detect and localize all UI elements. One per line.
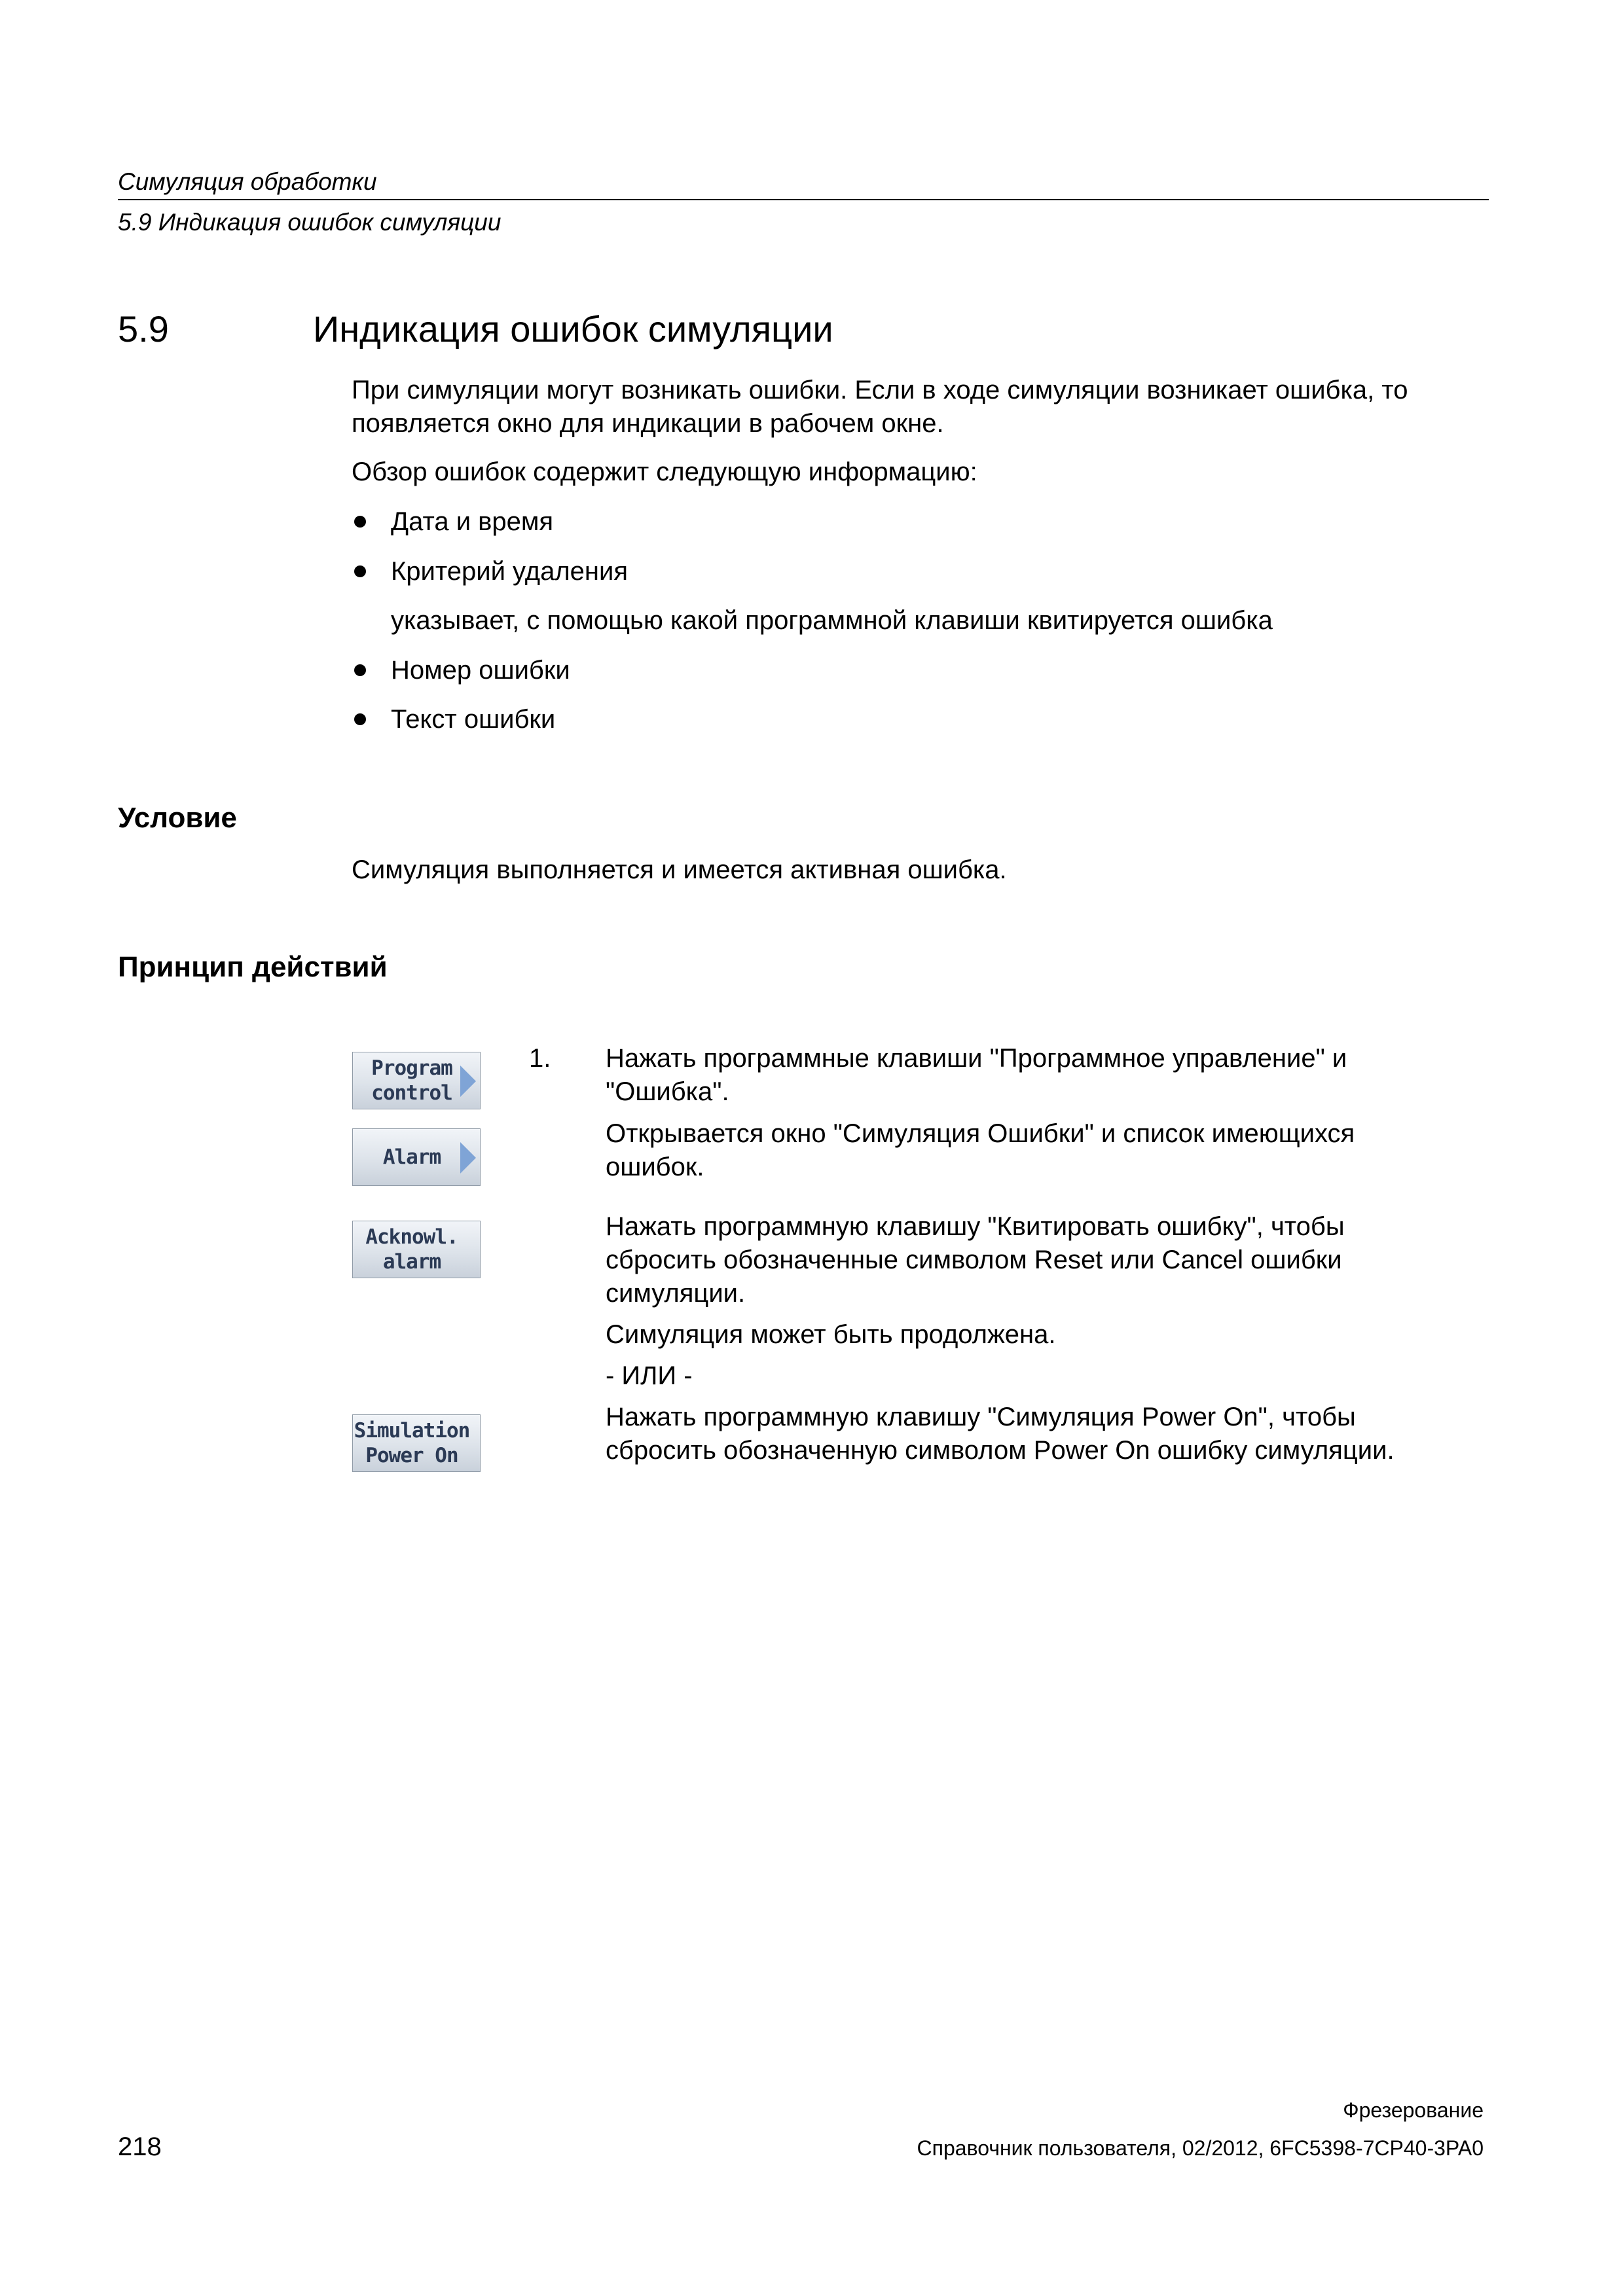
step-number: 1. xyxy=(529,1044,551,1073)
result-line-1: Открывается окно "Симуляция Ошибки" и список имеющихся xyxy=(606,1119,1355,1148)
bullet-dot xyxy=(354,664,366,676)
acknowledge-line-2: сбросить обозначенные символом Reset или Cancel ошибки xyxy=(606,1246,1342,1274)
bullet-item-error-text: Текст ошибки xyxy=(391,705,556,734)
power-on-line-1: Нажать программную клавишу "Симуляция Power On", чтобы xyxy=(606,1403,1356,1431)
section-number: 5.9 xyxy=(118,308,169,350)
bullet-dot xyxy=(354,713,366,725)
alarm-softkey[interactable] xyxy=(352,1128,481,1186)
bullet-dot xyxy=(354,516,366,528)
step-line-2: "Ошибка". xyxy=(606,1077,729,1106)
acknowledge-line-3: симуляции. xyxy=(606,1279,746,1308)
program-control-softkey[interactable] xyxy=(352,1052,481,1109)
simulation-power-on-softkey[interactable] xyxy=(352,1414,481,1472)
acknowledge-alarm-softkey-label: Acknowl. alarm xyxy=(365,1225,458,1274)
footer-manual-info: Справочник пользователя, 02/2012, 6FC5398-7CP40-3PA0 xyxy=(917,2136,1484,2160)
result-line-2: ошибок. xyxy=(606,1153,704,1181)
simulation-power-on-softkey-label: Simulation Power On xyxy=(354,1419,470,1467)
step-line-1: Нажать программные клавиши "Программное управление" и xyxy=(606,1044,1347,1073)
program-control-softkey-label: Program control xyxy=(371,1056,452,1105)
section-title: Индикация ошибок симуляции xyxy=(313,308,833,350)
acknowledge-alarm-softkey[interactable] xyxy=(352,1221,481,1278)
intro-paragraph-2: Обзор ошибок содержит следующую информацию: xyxy=(352,457,977,486)
condition-heading: Условие xyxy=(118,802,237,834)
header-rule xyxy=(118,199,1489,200)
bullet-item-date-time: Дата и время xyxy=(391,507,554,536)
arrow-right-icon xyxy=(460,1066,476,1097)
bullet-dot xyxy=(354,565,366,577)
running-header-section: 5.9 Индикация ошибок симуляции xyxy=(118,209,501,236)
bullet-item-delete-criterion: Критерий удаления xyxy=(391,557,628,586)
continue-text: Симуляция может быть продолжена. xyxy=(606,1320,1056,1349)
power-on-line-2: сбросить обозначенную символом Power On ошибку симуляции. xyxy=(606,1436,1395,1465)
bullet-item-error-number: Номер ошибки xyxy=(391,656,570,685)
alarm-softkey-label: Alarm xyxy=(382,1145,441,1169)
condition-text: Симуляция выполняется и имеется активная ошибка. xyxy=(352,855,1007,884)
footer-manual-title: Фрезерование xyxy=(1343,2098,1484,2122)
arrow-right-icon xyxy=(460,1142,476,1174)
procedure-heading: Принцип действий xyxy=(118,951,388,983)
bullet-note: указывает, с помощью какой программной клавиши квитируется ошибка xyxy=(391,606,1273,635)
acknowledge-line-1: Нажать программную клавишу "Квитировать ошибку", чтобы xyxy=(606,1212,1345,1241)
page-number: 218 xyxy=(118,2132,162,2161)
intro-line-2: появляется окно для индикации в рабочем окне. xyxy=(352,409,944,438)
or-separator: - ИЛИ - xyxy=(606,1361,693,1390)
running-header-chapter: Симуляция обработки xyxy=(118,168,377,195)
intro-line-1: При симуляции могут возникать ошибки. Если в ходе симуляции возникает ошибка, то xyxy=(352,376,1408,404)
